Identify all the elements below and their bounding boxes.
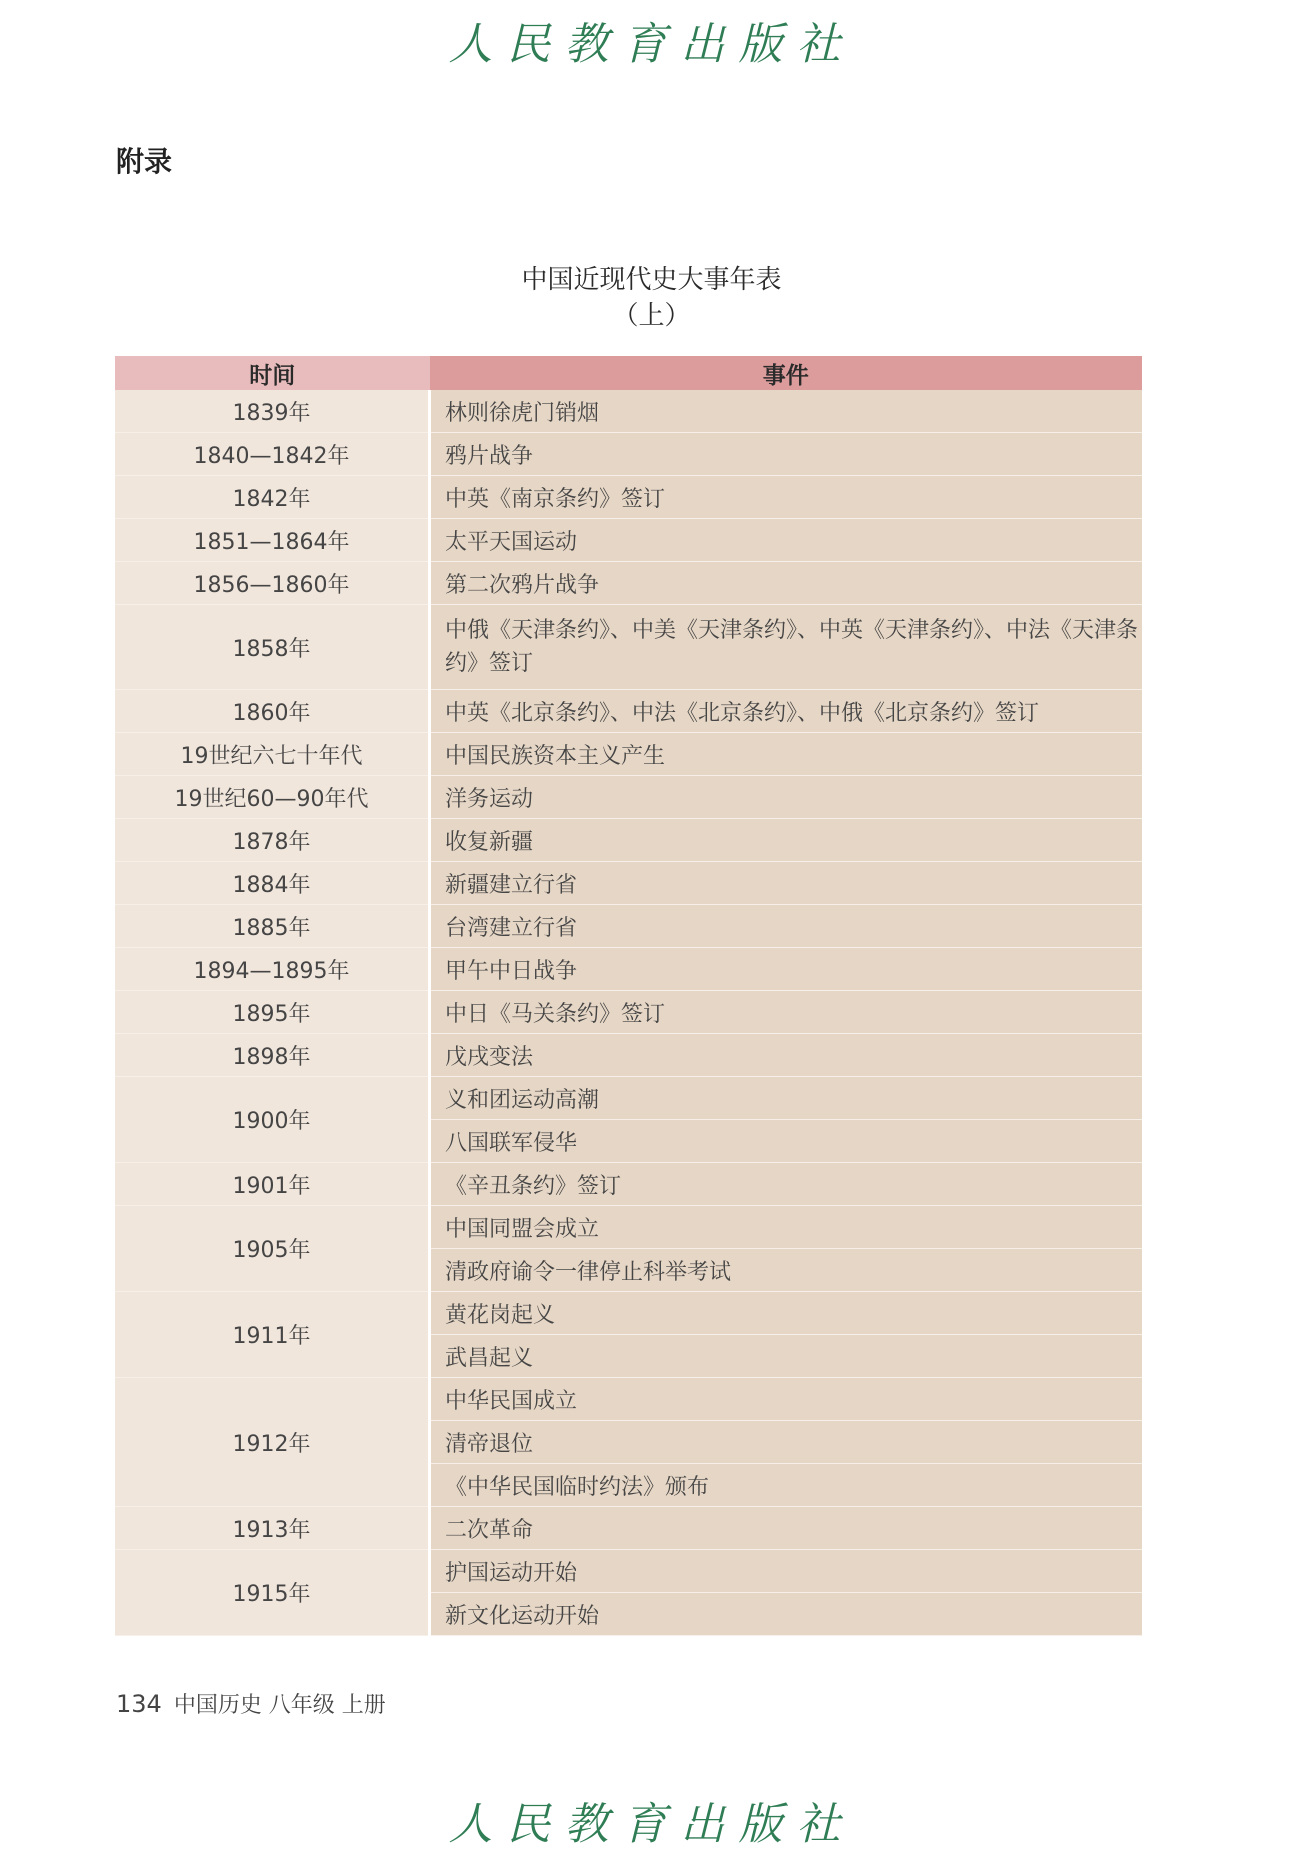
column-header-time: 时间 bbox=[115, 356, 430, 390]
time-cell: 1912年 bbox=[115, 1378, 430, 1507]
time-cell: 1885年 bbox=[115, 905, 430, 948]
event-cell: 中日《马关条约》签订 bbox=[430, 991, 1143, 1034]
event-cell: 中国同盟会成立 bbox=[430, 1206, 1143, 1249]
time-cell: 1858年 bbox=[115, 605, 430, 690]
event-cell: 中英《南京条约》签订 bbox=[430, 476, 1143, 519]
column-header-event: 事件 bbox=[430, 356, 1143, 390]
event-cell: 鸦片战争 bbox=[430, 433, 1143, 476]
event-cell: 义和团运动高潮 bbox=[430, 1077, 1143, 1120]
table-row bbox=[115, 390, 1142, 433]
event-cell: 第二次鸦片战争 bbox=[430, 562, 1143, 605]
event-cell: 中俄《天津条约》、中美《天津条约》、中英《天津条约》、中法《天津条约》签订 bbox=[430, 605, 1143, 690]
event-cell: 中英《北京条约》、中法《北京条约》、中俄《北京条约》签订 bbox=[430, 690, 1143, 733]
table-row bbox=[115, 905, 1142, 948]
table-row bbox=[115, 1507, 1142, 1550]
event-cell: 黄花岗起义 bbox=[430, 1292, 1143, 1335]
table-row bbox=[115, 1378, 1142, 1421]
book-title: 中国历史 八年级 上册 bbox=[173, 1693, 386, 1718]
event-cell: 台湾建立行省 bbox=[430, 905, 1143, 948]
table-subtitle: （上） bbox=[612, 301, 691, 331]
event-cell: 林则徐虎门销烟 bbox=[430, 390, 1143, 433]
time-cell: 19世纪六七十年代 bbox=[115, 733, 430, 776]
table-row bbox=[115, 1292, 1142, 1335]
table-header-row bbox=[115, 356, 1142, 390]
event-cell: 二次革命 bbox=[430, 1507, 1143, 1550]
time-cell: 1915年 bbox=[115, 1550, 430, 1636]
event-cell: 《辛丑条约》签订 bbox=[430, 1163, 1143, 1206]
table-row bbox=[115, 1077, 1142, 1120]
time-cell: 1901年 bbox=[115, 1163, 430, 1206]
event-cell: 中国民族资本主义产生 bbox=[430, 733, 1143, 776]
time-cell: 1894—1895年 bbox=[115, 948, 430, 991]
event-cell: 戊戌变法 bbox=[430, 1034, 1143, 1077]
table-row bbox=[115, 562, 1142, 605]
chronology-table bbox=[115, 356, 1142, 1636]
time-cell: 1898年 bbox=[115, 1034, 430, 1077]
time-cell: 1895年 bbox=[115, 991, 430, 1034]
table-row bbox=[115, 1163, 1142, 1206]
time-cell: 1878年 bbox=[115, 819, 430, 862]
event-cell: 清政府谕令一律停止科举考试 bbox=[430, 1249, 1143, 1292]
table-row bbox=[115, 862, 1142, 905]
time-cell: 1913年 bbox=[115, 1507, 430, 1550]
time-cell: 1905年 bbox=[115, 1206, 430, 1292]
table-row bbox=[115, 991, 1142, 1034]
table-row bbox=[115, 433, 1142, 476]
table-row bbox=[115, 1034, 1142, 1077]
table-row bbox=[115, 948, 1142, 991]
time-cell: 1851—1864年 bbox=[115, 519, 430, 562]
event-cell: 新文化运动开始 bbox=[430, 1593, 1143, 1636]
time-cell: 1900年 bbox=[115, 1077, 430, 1163]
table-row bbox=[115, 690, 1142, 733]
time-cell: 1911年 bbox=[115, 1292, 430, 1378]
event-cell: 《中华民国临时约法》颁布 bbox=[430, 1464, 1143, 1507]
table-row bbox=[115, 476, 1142, 519]
table-body bbox=[115, 390, 1142, 1636]
time-cell: 1839年 bbox=[115, 390, 430, 433]
table-row bbox=[115, 819, 1142, 862]
time-cell: 1840—1842年 bbox=[115, 433, 430, 476]
time-cell: 1860年 bbox=[115, 690, 430, 733]
event-cell: 护国运动开始 bbox=[430, 1550, 1143, 1593]
table-row bbox=[115, 519, 1142, 562]
event-cell: 洋务运动 bbox=[430, 776, 1143, 819]
page-number: 134 bbox=[116, 1690, 162, 1718]
event-cell: 收复新疆 bbox=[430, 819, 1143, 862]
event-cell: 清帝退位 bbox=[430, 1421, 1143, 1464]
table-row bbox=[115, 733, 1142, 776]
publisher-logo-top: 人民教育出版社 bbox=[448, 19, 855, 70]
event-cell: 新疆建立行省 bbox=[430, 862, 1143, 905]
table-row bbox=[115, 776, 1142, 819]
event-cell: 八国联军侵华 bbox=[430, 1120, 1143, 1163]
event-cell: 甲午中日战争 bbox=[430, 948, 1143, 991]
table-row bbox=[115, 1550, 1142, 1593]
table-row bbox=[115, 605, 1142, 690]
event-cell: 武昌起义 bbox=[430, 1335, 1143, 1378]
time-cell: 1856—1860年 bbox=[115, 562, 430, 605]
page-footer bbox=[116, 1688, 386, 1719]
time-cell: 1842年 bbox=[115, 476, 430, 519]
event-cell: 中华民国成立 bbox=[430, 1378, 1143, 1421]
table-title: 中国近现代史大事年表 bbox=[521, 265, 782, 295]
section-title: 附录 bbox=[116, 145, 173, 178]
publisher-logo-bottom: 人民教育出版社 bbox=[448, 1799, 855, 1850]
time-cell: 19世纪60—90年代 bbox=[115, 776, 430, 819]
table-row bbox=[115, 1206, 1142, 1249]
time-cell: 1884年 bbox=[115, 862, 430, 905]
event-cell: 太平天国运动 bbox=[430, 519, 1143, 562]
